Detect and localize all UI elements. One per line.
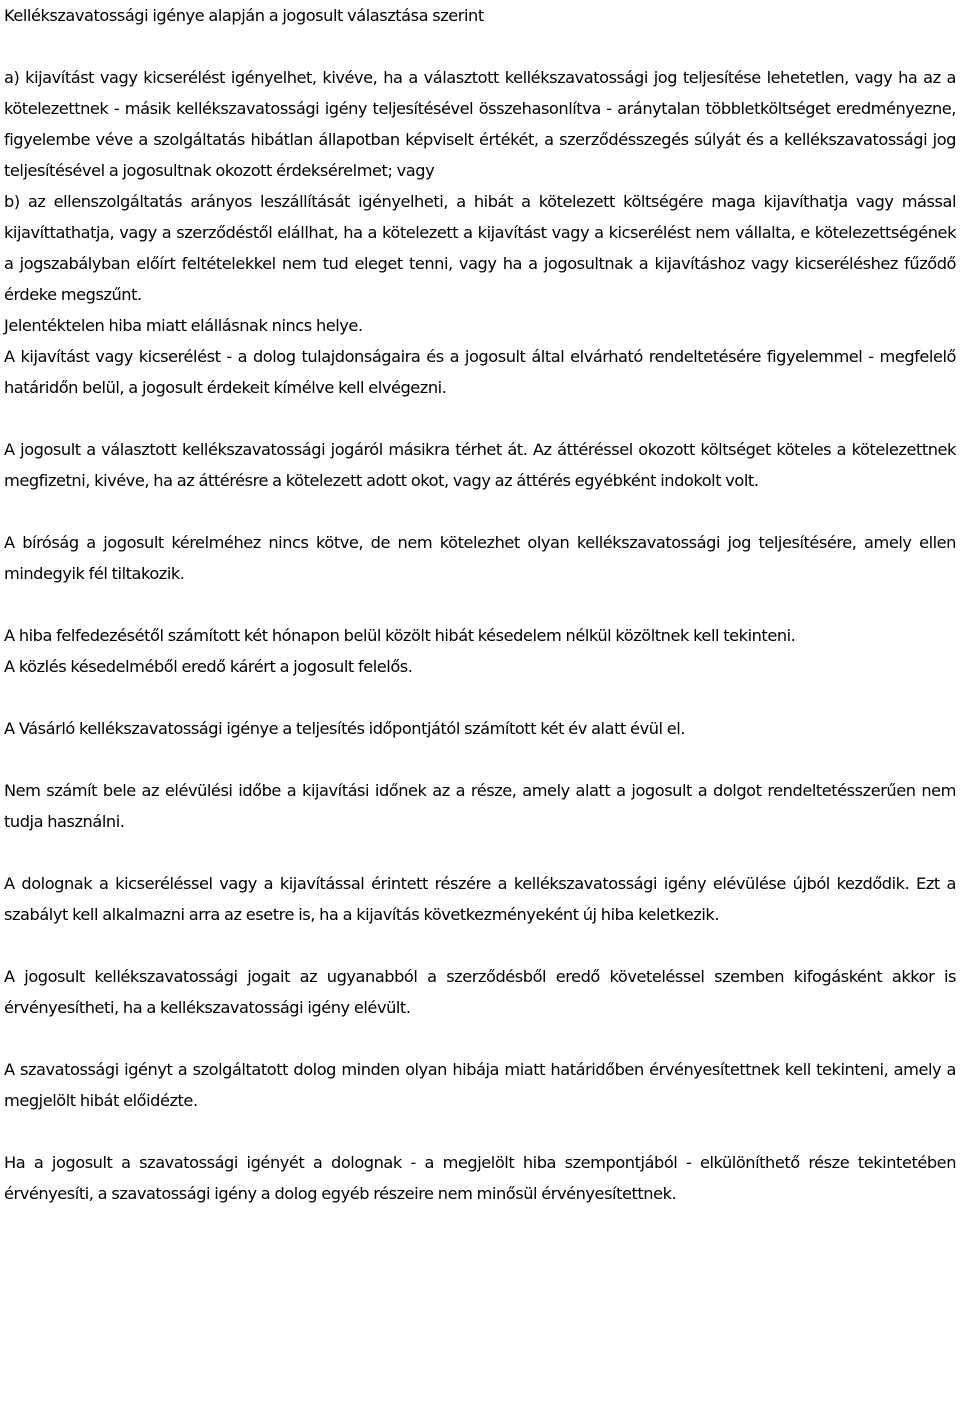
paragraph-spacer xyxy=(4,403,956,434)
document-heading-line: Kellékszavatossági igénye alapján a jogosult választása szerint xyxy=(4,6,484,25)
paragraph-notification-delay: A közlés késedelméből eredő kárért a jogosult felelős. xyxy=(4,657,413,676)
paragraph-limitation-exclusion: Nem számít bele az elévülési időbe a kijavítási időnek az a része, amely alatt a jogosult a dolgot rendeltetésszerűen nem tudja használni. xyxy=(4,781,956,831)
paragraph-spacer xyxy=(4,31,956,62)
document-body xyxy=(4,0,956,1209)
paragraph-spacer xyxy=(4,930,956,961)
paragraph-spacer xyxy=(4,744,956,775)
paragraph-option-a: a) kijavítást vagy kicserélést igényelhet, kivéve, ha a választott kellékszavatossági jog teljesítése lehetetlen, vagy ha az a kötelezettnek - másik kellékszavatossági igény teljesítésével összehasonlítva - aránytalan többletköltséget eredményezne, figyelembe véve a szolgáltatás hibátlan állapotban képviselt értékét, a szerződésszegés súlyát és a kellékszavatossági jog teljesítésével a jogosultnak okozott érdeksérelmet; vagy xyxy=(4,68,956,180)
paragraph-spacer xyxy=(4,496,956,527)
paragraph-no-withdrawal: Jelentéktelen hiba miatt elállásnak nincs helye. xyxy=(4,316,363,335)
paragraph-spacer xyxy=(4,837,956,868)
paragraph-spacer xyxy=(4,589,956,620)
paragraph-limitation: A Vásárló kellékszavatossági igénye a teljesítés időpontjától számított két év alatt évül el. xyxy=(4,719,685,738)
paragraph-timely-claim: A szavatossági igényt a szolgáltatott dolog minden olyan hibája miatt határidőben érvényesítettnek kell tekinteni, amely a megjelölt hibát előidézte. xyxy=(4,1060,956,1110)
paragraph-switch-right: A jogosult a választott kellékszavatossági jogáról másikra térhet át. Az áttéréssel okozott költséget köteles a kötelezettnek megfizetni, kivéve, ha az áttérésre a kötelezett adott okot, vagy az áttérés egyébként indokolt volt. xyxy=(4,440,956,490)
paragraph-option-b: b) az ellenszolgáltatás arányos leszállítását igényelheti, a hibát a kötelezett költségére maga kijavíthatja vagy mással kijavíttathatja, vagy a szerződéstől elállhat, ha a kötelezett a kijavítást vagy a kicserélést nem vállalta, e kötelezettségének a jogszabályban előírt feltételekkel nem tud eleget tenni, vagy ha a jogosultnak a kijavításhoz vagy kicseréléshez fűződő érdeke megszűnt. xyxy=(4,192,956,304)
paragraph-spacer xyxy=(4,1023,956,1054)
paragraph-repair-deadline: A kijavítást vagy kicserélést - a dolog tulajdonságaira és a jogosult által elvárható rendeltetésére figyelemmel - megfelelő határidőn belül, a jogosult érdekeit kímélve kell elvégezni. xyxy=(4,347,956,397)
paragraph-court: A bíróság a jogosult kérelméhez nincs kötve, de nem kötelezhet olyan kellékszavatossági jog teljesítésére, amely ellen mindegyik fél tiltakozik. xyxy=(4,533,956,583)
paragraph-notification-period: A hiba felfedezésétől számított két hónapon belül közölt hibát késedelem nélkül közöltnek kell tekinteni. xyxy=(4,626,796,645)
paragraph-spacer xyxy=(4,1116,956,1147)
paragraph-partial-claim: Ha a jogosult a szavatossági igényét a dolognak - a megjelölt hiba szempontjából - elkülöníthető része tekintetében érvényesíti, a szavatossági igény a dolog egyéb részeire nem minősül érvényesítettnek. xyxy=(4,1153,956,1203)
paragraph-objection: A jogosult kellékszavatossági jogait az ugyanabból a szerződésből eredő követeléssel szemben kifogásként akkor is érvényesítheti, ha a kellékszavatossági igény elévült. xyxy=(4,967,956,1017)
paragraph-limitation-restart: A dolognak a kicseréléssel vagy a kijavítással érintett részére a kellékszavatossági igény elévülése újból kezdődik. Ezt a szabályt kell alkalmazni arra az esetre is, ha a kijavítás következményeként új hiba keletkezik. xyxy=(4,874,956,924)
paragraph-spacer xyxy=(4,682,956,713)
